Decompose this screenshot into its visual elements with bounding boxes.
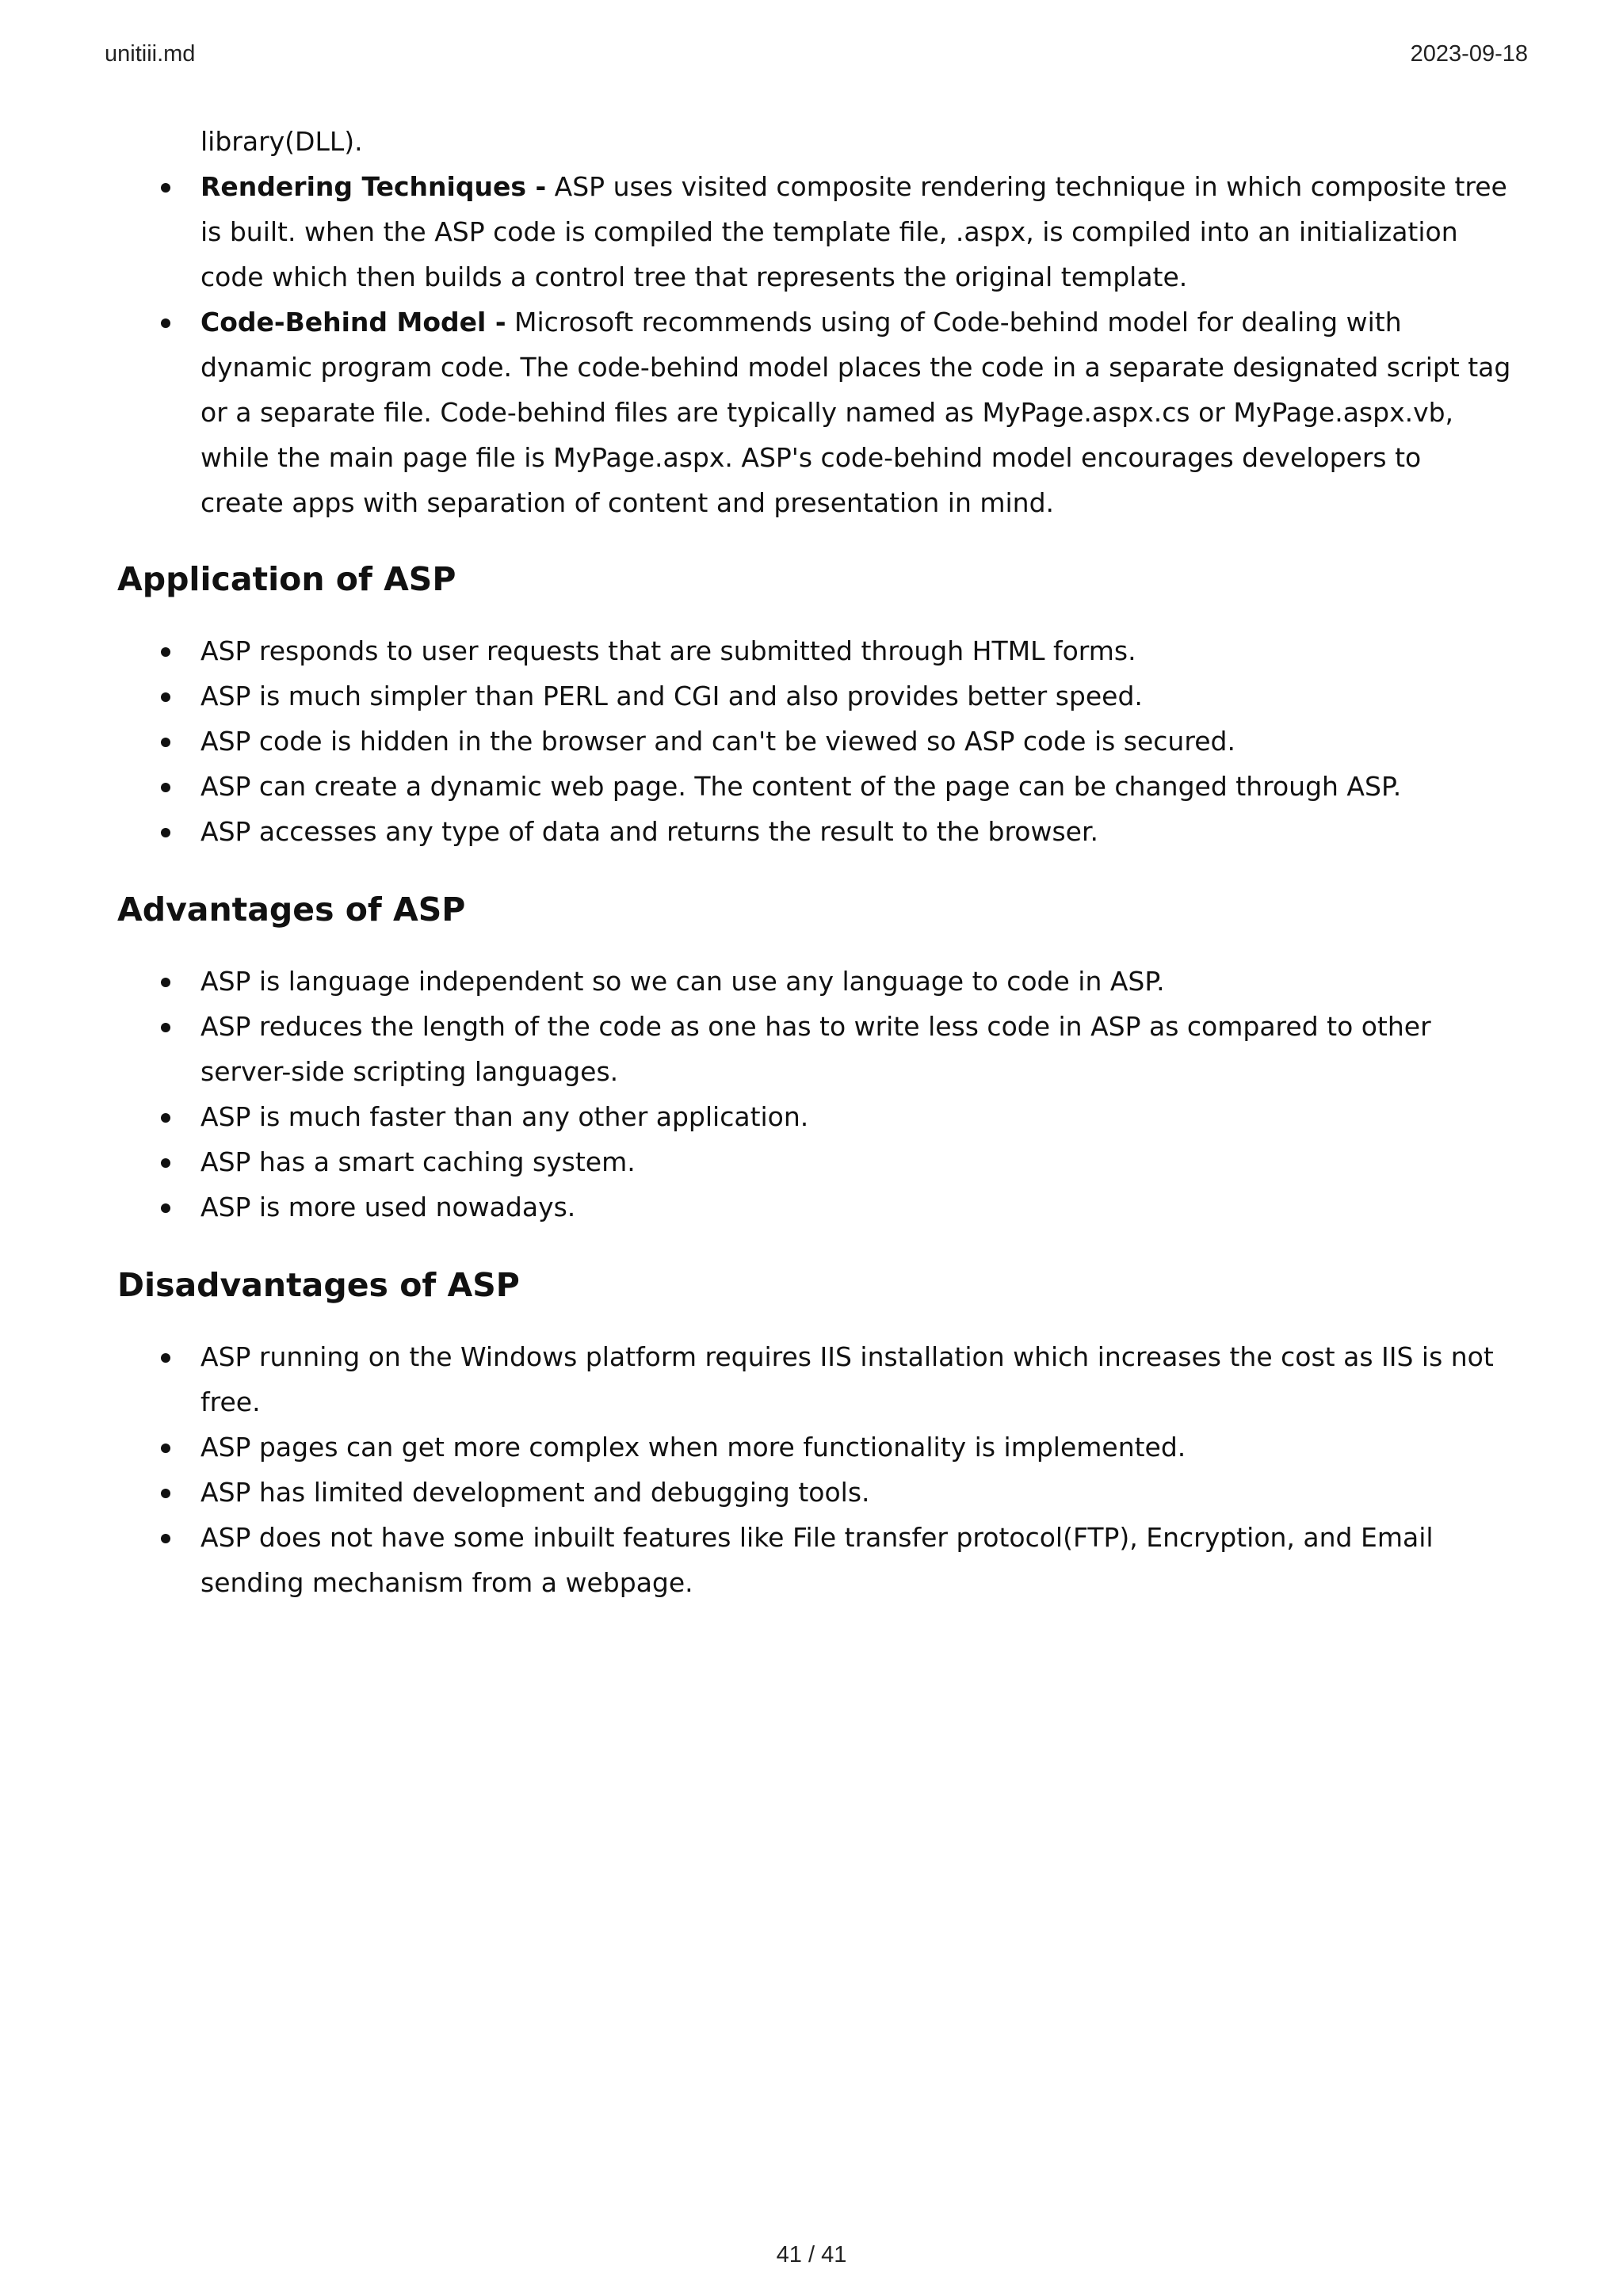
document-date: 2023-09-18 xyxy=(1410,41,1528,67)
list-item: ASP code is hidden in the browser and can't be viewed so ASP code is secured. xyxy=(200,719,1512,764)
heading-advantages: Advantages of ASP xyxy=(117,891,466,929)
list-item-code-behind-model xyxy=(200,299,1512,525)
list-item: ASP has a smart caching system. xyxy=(200,1139,1512,1184)
list-item: ASP running on the Windows platform requires IIS installation which increases the cost as IIS is not free. xyxy=(200,1334,1512,1425)
list-item-continuation: library(DLL). xyxy=(200,126,363,157)
list-item: ASP is much faster than any other application. xyxy=(200,1094,1512,1139)
list-item-title: Rendering Techniques - xyxy=(200,171,547,202)
list-item: ASP responds to user requests that are submitted through HTML forms. xyxy=(200,628,1512,673)
list-item: ASP can create a dynamic web page. The content of the page can be changed through ASP. xyxy=(200,764,1512,809)
application-list xyxy=(117,628,1512,854)
list-item: ASP is much simpler than PERL and CGI and also provides better speed. xyxy=(200,673,1512,719)
list-item-rendering-techniques xyxy=(200,164,1512,299)
document-filename: unitiii.md xyxy=(105,41,196,67)
page-header xyxy=(105,41,1528,73)
intro-list xyxy=(117,119,1512,525)
advantages-list xyxy=(117,959,1512,1230)
list-item-text: Microsoft recommends using of Code-behind model for dealing with dynamic program code. The code-behind model places the code in a separate designated script tag or a separate file. Code-behind files are typically named as MyPage.aspx.cs or MyPage.aspx.vb, while the main page file is MyPage.aspx. ASP's code-behind model encourages developers to create apps with separation of content and presentation in mind. xyxy=(200,307,1511,518)
list-item: ASP is language independent so we can use any language to code in ASP. xyxy=(200,959,1512,1004)
document-body xyxy=(117,119,1512,1605)
heading-application: Application of ASP xyxy=(117,560,456,598)
list-item: ASP accesses any type of data and returns the result to the browser. xyxy=(200,809,1512,854)
list-item: ASP reduces the length of the code as one has to write less code in ASP as compared to other server-side scripting languages. xyxy=(200,1004,1512,1094)
heading-disadvantages: Disadvantages of ASP xyxy=(117,1266,520,1304)
disadvantages-list xyxy=(117,1334,1512,1605)
page-number: 41 / 41 xyxy=(776,2242,847,2267)
list-item: ASP does not have some inbuilt features like File transfer protocol(FTP), Encryption, and Email sending mechanism from a webpage. xyxy=(200,1515,1512,1605)
list-item: ASP pages can get more complex when more functionality is implemented. xyxy=(200,1425,1512,1470)
list-item-title: Code-Behind Model - xyxy=(200,307,506,338)
list-item: ASP has limited development and debugging tools. xyxy=(200,1470,1512,1515)
list-item: ASP is more used nowadays. xyxy=(200,1184,1512,1230)
list-item-text: ASP uses visited composite rendering technique in which composite tree is built. when the ASP code is compiled the template file, .aspx, is compiled into an initialization code which then builds a control tree that represents the original template. xyxy=(200,171,1507,292)
